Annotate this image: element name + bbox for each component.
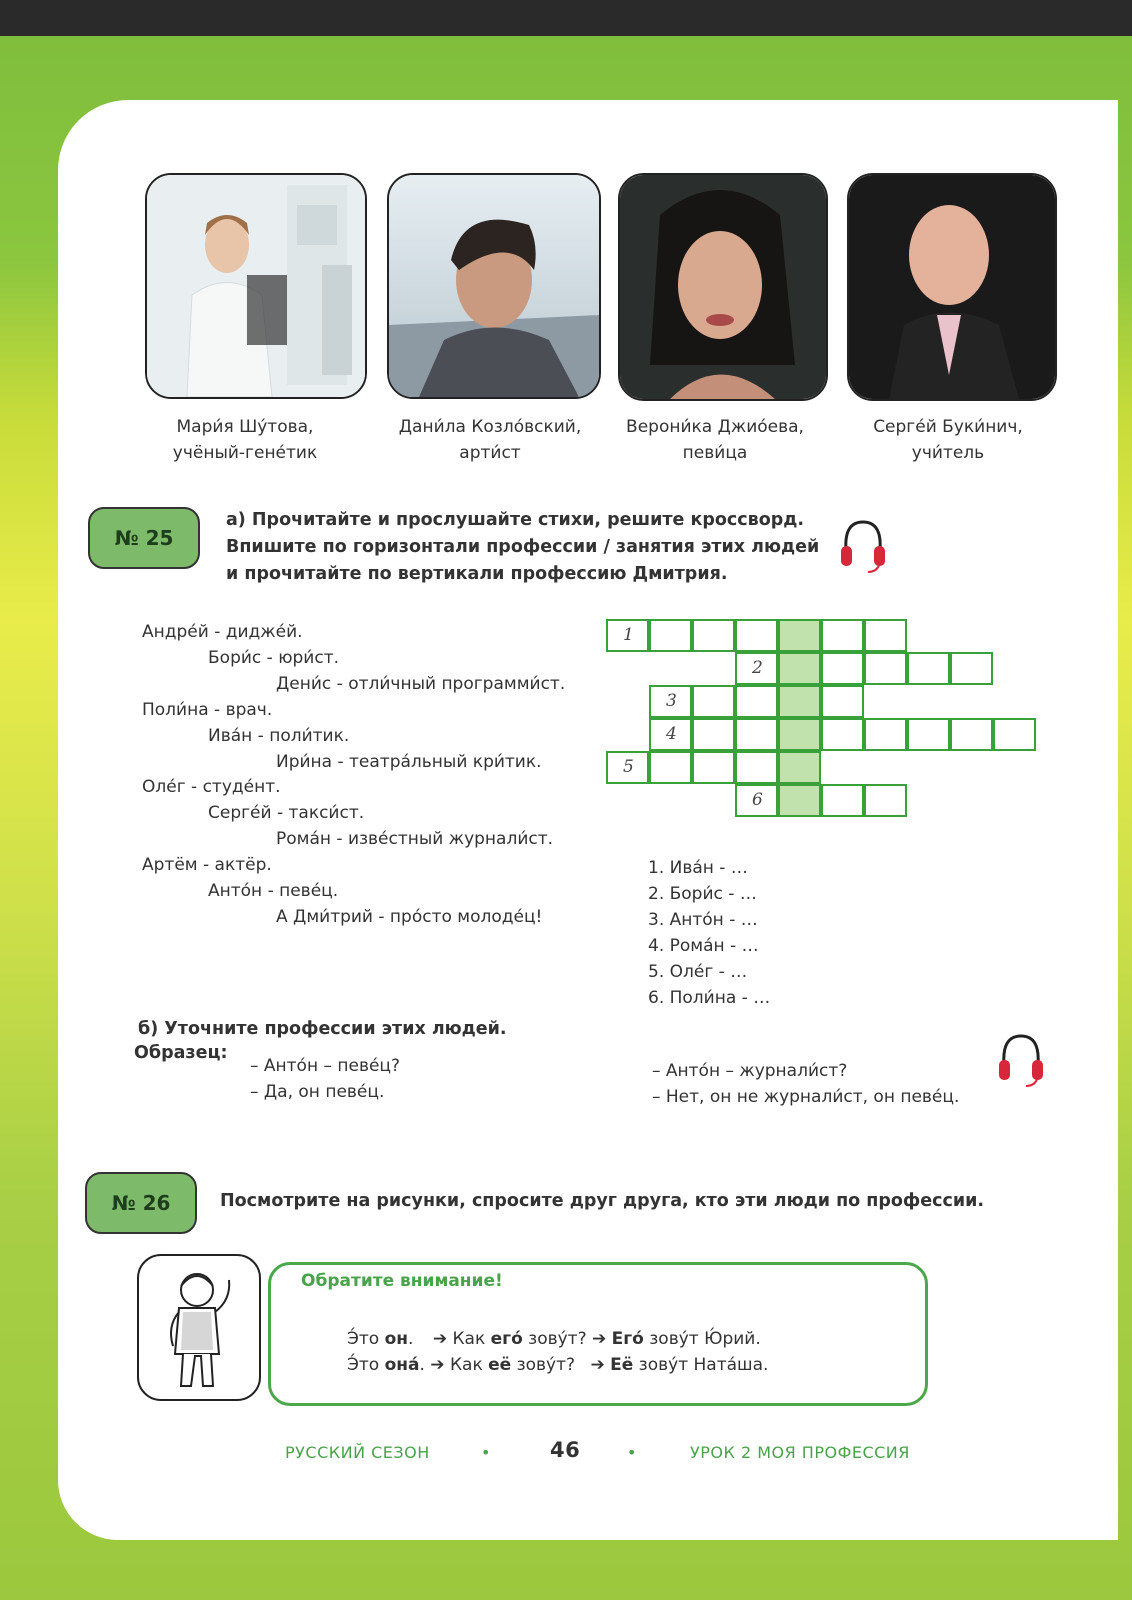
crossword-clue-number: 5	[623, 757, 634, 777]
exercise-25-instruction	[226, 507, 819, 588]
crossword-cell[interactable]	[821, 685, 864, 718]
person-profession: учёный-гене́тик	[172, 443, 318, 463]
person-profession: певи́ца	[682, 443, 748, 463]
poem-line: Поли́на - врач.	[142, 699, 273, 720]
attention-note	[268, 1262, 928, 1406]
arrow-right-icon: ➔	[430, 1355, 445, 1375]
crossword-cell[interactable]	[735, 718, 778, 751]
person-profession: учи́тель	[911, 443, 985, 463]
clue-list	[648, 855, 770, 1011]
crossword-cell[interactable]	[864, 652, 907, 685]
crossword-clue-number: 4	[666, 724, 677, 744]
dialog-line: – Анто́н – певе́ц?	[250, 1056, 401, 1076]
clue-item: 5. Оле́г - …	[648, 962, 748, 982]
crossword-cell[interactable]	[649, 619, 692, 652]
boy-illustration	[137, 1254, 261, 1401]
crossword-cell[interactable]	[735, 619, 778, 652]
exercise-26-instruction: Посмотрите на рисунки, спросите друг друга, кто эти люди по профессии.	[220, 1191, 985, 1211]
crossword-cell[interactable]	[950, 652, 993, 685]
poem-line: Серге́й - такси́ст.	[208, 803, 365, 824]
person-profession: арти́ст	[459, 443, 521, 463]
poem-line: Дени́с - отли́чный программи́ст.	[276, 673, 566, 694]
crossword-cell[interactable]	[778, 619, 821, 652]
person-name: Серге́й Буки́нич,	[873, 417, 1023, 437]
poem-line: Андре́й - дидже́й.	[142, 622, 303, 642]
crossword-cell[interactable]	[649, 751, 692, 784]
crossword-cell[interactable]	[735, 685, 778, 718]
crossword-cell[interactable]	[692, 751, 735, 784]
instruction-line: Впишите по горизонтали профессии / занятия этих людей	[226, 537, 820, 557]
arrow-right-icon: ➔	[432, 1329, 448, 1349]
photo-veronika-dzhioeva	[618, 173, 828, 401]
poem-line: А Дми́трий - про́сто молоде́ц!	[276, 906, 543, 927]
person-name: Дани́ла Козло́вский,	[398, 417, 582, 437]
sample-dialog-right	[652, 1058, 959, 1110]
poem-line: Анто́н - певе́ц.	[208, 881, 339, 902]
clue-item: 2. Бори́с - …	[648, 884, 757, 904]
exercise-25b-instruction: б) Уточните профессии этих людей.	[138, 1019, 507, 1039]
exercise-number-25: № 25	[88, 507, 200, 569]
crossword-cell[interactable]	[692, 718, 735, 751]
crossword-cell[interactable]	[692, 619, 735, 652]
footer-book-title: РУССКИЙ СЕЗОН	[285, 1443, 430, 1462]
crossword-cell[interactable]	[907, 718, 950, 751]
poem-line: Рома́н - изве́стный журнали́ст.	[276, 829, 554, 850]
crossword-clue-number: 1	[623, 625, 634, 645]
crossword-cell[interactable]	[778, 685, 821, 718]
crossword-cell[interactable]	[778, 718, 821, 751]
footer-separator: •	[627, 1443, 637, 1462]
sample-label: Образец:	[134, 1043, 228, 1063]
clue-item: 6. Поли́на - …	[648, 988, 771, 1008]
crossword-cell[interactable]	[778, 751, 821, 784]
crossword-cell[interactable]	[821, 718, 864, 751]
sample-dialog-left	[250, 1053, 400, 1105]
instruction-line: и прочитайте по вертикали профессию Дмитрия.	[226, 564, 728, 584]
caption-photo-3	[600, 414, 830, 466]
poem-line: Артём - актёр.	[142, 855, 272, 876]
arrow-right-icon: ➔	[590, 1355, 605, 1375]
clue-item: 4. Рома́н - …	[648, 936, 759, 956]
exercise-number-26: № 26	[85, 1172, 197, 1234]
instruction-line: а) Прочитайте и прослушайте стихи, решите кроссворд.	[226, 510, 805, 530]
crossword-cell[interactable]	[735, 751, 778, 784]
crossword-cell[interactable]	[821, 652, 864, 685]
photo-maria-shutova	[145, 173, 367, 399]
crossword-cell[interactable]	[778, 652, 821, 685]
clue-item: 1. Ива́н - …	[648, 858, 748, 878]
crossword-clue-number: 3	[666, 691, 677, 711]
crossword-cell[interactable]	[778, 784, 821, 817]
crossword-cell[interactable]	[993, 718, 1036, 751]
footer-separator: •	[481, 1443, 491, 1462]
note-line-2: Э́то она́. ➔ Как её зову́т? ➔ Её зову́т Ната́ша.	[347, 1355, 769, 1375]
dialog-line: – Нет, он не журнали́ст, он певе́ц.	[652, 1087, 960, 1107]
poem	[142, 620, 565, 931]
crossword-cell[interactable]	[864, 718, 907, 751]
photo-danila-kozlovsky	[387, 173, 601, 399]
crossword-cell[interactable]	[821, 619, 864, 652]
crossword-cell[interactable]	[864, 784, 907, 817]
headphones-icon[interactable]	[838, 516, 888, 578]
crossword-clue-number: 6	[752, 790, 763, 810]
poem-line: Оле́г - студе́нт.	[142, 777, 281, 798]
dialog-line: – Да, он певе́ц.	[250, 1082, 385, 1102]
caption-photo-2	[375, 414, 605, 466]
poem-line: Ири́на - театра́льный кри́тик.	[276, 751, 542, 772]
clue-item: 3. Анто́н - …	[648, 910, 758, 930]
arrow-right-icon: ➔	[592, 1329, 607, 1349]
crossword-cell[interactable]	[950, 718, 993, 751]
crossword-clue-number: 2	[752, 658, 763, 678]
page-number: 46	[550, 1438, 581, 1462]
person-name: Мари́я Шу́това,	[176, 417, 314, 437]
note-line-1: Э́то он. ➔ Как его́ зову́т? ➔ Его́ зову́т Ю́рий.	[347, 1329, 761, 1349]
crossword-cell[interactable]	[692, 685, 735, 718]
crossword-cell[interactable]	[864, 619, 907, 652]
headphones-icon[interactable]	[996, 1030, 1046, 1092]
photo-sergey-bukinich	[847, 173, 1057, 401]
dialog-line: – Анто́н – журнали́ст?	[652, 1061, 848, 1081]
caption-photo-4	[833, 414, 1063, 466]
footer-lesson-title: УРОК 2 МОЯ ПРОФЕССИЯ	[690, 1443, 910, 1462]
person-name: Верони́ка Джио́ева,	[626, 417, 804, 437]
caption-photo-1	[130, 414, 360, 466]
note-title: Обратите внимание!	[301, 1271, 503, 1291]
poem-line: Ива́н - поли́тик.	[208, 725, 350, 746]
crossword-cell[interactable]	[907, 652, 950, 685]
poem-line: Бори́с - юри́ст.	[208, 647, 339, 668]
crossword-cell[interactable]	[821, 784, 864, 817]
